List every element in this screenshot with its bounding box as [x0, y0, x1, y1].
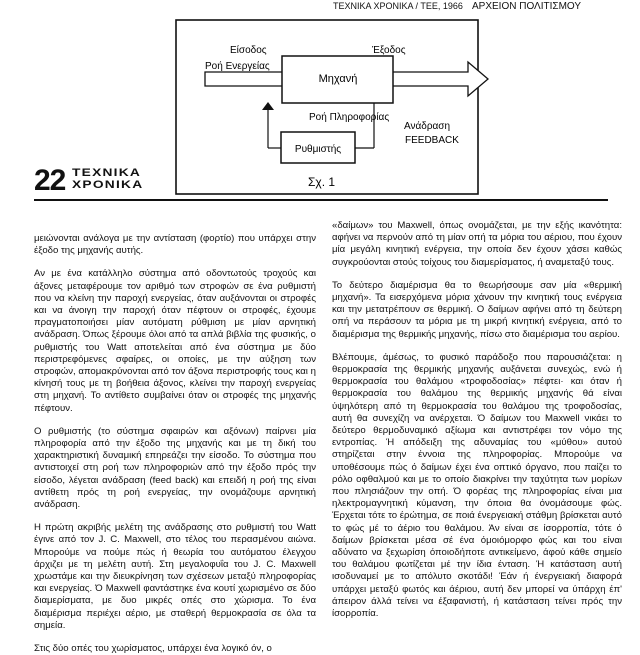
paragraph: Αν με ένα κατάλληλο σύστημα από οδοντωτούς τροχούς και άξονες μεταφέρουμε τον αριθμό των στροφών σε ένα ρυθμιστή που να κλείνη την παροχή ενεργείας, όταν αυξάνονται οι στροφές και να άνοιγη την παροχή όταν πέφτουν οι στροφές, έχουμε πραγματοποιήσει μίαν αυτόματη ρύθμιση με μίαν αρνητική ανάδραση. Όπως ξέρουμε όλοι από τα απλά βιβλία της φυσικής, ο ρυθμιστής του Watt αποτελείται από ένα σύστημα με δύο περιστρεφόμενες σφαίρες, οι οποίες, με την αύξηση των στροφών, απομακρύνονται από τον άξονα περιστροφής τους και η κίνησή τους με τη βοήθεια άξονος, κλείνει την παροχή ενεργείας στη μηχανή. Το αντίθετο συμβαίνει όταν οι στροφές της μηχανής πέφτουν. [34, 268, 316, 414]
right-column [332, 220, 622, 626]
diagram-frame [176, 20, 478, 194]
output-label: Έξοδος [372, 45, 406, 56]
page-number: 22 [34, 164, 66, 197]
feedback-en-label: FEEDBACK [405, 135, 459, 146]
regulator-label: Ρυθμιστής [294, 144, 342, 155]
logo-rule [34, 199, 608, 201]
left-column [34, 233, 316, 655]
paragraph: Βλέπουμε, άμέσως, το φυσικό παράδοξο που παρουσιάζεται: η θερμοκρασία της θερμικής μηχανής αυξάνεται συνεχώς, ενώ ή θερμοκρασία του θαλάμου «τροφοδοσίας» πέφτει· και όταν ή θερμοκρασία του θαλάμου της θερμικής μηχανής θά είναι ύψηλότερη από τη θερμοκρασία του θαλάμου της τροφοδοσίας, αυτή θα συνεχίζη να ανέρχεται. Ό δαίμων του Maxwell νικάει το δεύτερο θερμοδυναμικό αξίωμα και αντιστρέφει τον νόμο της εντροπίας. Ή απόδειξη της αδυναμίας του «μύθου» αυτού στηρίζεται στην έννοια της πληροφορίας. Μπορούμε να υποθέσουμε πώς ό δαίμων έχει ένα οπτικό όργανο, που παίζει το ρόλο οφθαλμού και με το οποίο διακρίνει την ταχύτητα των μορίων που πλησιάζουν την οπή. Ό φορέας της πληροφορίας είναι μια ηλεκτρομαγνητική κύμανση, την όποια θα όνομάσουμε φώς. Έρχεται τότε το έρώτημα, σε ποιά ένεργειακή στάθμη βρίσκεται αυτό το φώς μέ το άέριο του θαλάμου. Άν είναι σε ίσορροπία, τότε ό δαίμων βρίσκεται μέσα σέ ένα όμοιόμορφο φώς και του είναι αδύνατο να ξεχωρίση όποιοδήποτε αντικείμενο, άφού κάθε σημείο του θαλάμου φωτίζεται μέ την ίδια ένταση. Ή κατάσταση αυτή ισοδυναμεί με το απόλυτο σκοτάδι! Έάν ή ένεργειακή διαφορά υπάρχει μεταξύ φωτός και άέριου, αυτή δεν μπορεί να ύπάρχη έπ' άπειρον άλλά τείνει να έξαφανιστή, ή κατάσταση τείνει πρός την ίσορροπία. [332, 351, 622, 620]
input-label: Είσοδος [230, 45, 267, 56]
paragraph: μειώνονται ανάλογα με την αντίσταση (φορτίο) που υπάρχει στην έξοδο της μηχανής αυτής. [34, 233, 316, 257]
header-source: ΤΕΧΝΙΚΑ ΧΡΟΝΙΚΑ / ΤΕΕ, 1966 [333, 1, 463, 11]
logo-line-2: ΧΡΟΝΙΚΑ [72, 179, 144, 191]
paragraph: Ο ρυθμιστής (το σύστημα σφαιρών και αξόνων) παίρνει μία πληροφορία από την έξοδο της μηχανής και με τη δική του χαρακτηριστική δυναμική επηρεάζει την είσοδο. Το σύστημα που αντιστοιχεί στη ροή των πληροφοριών από την έξοδο πρός την είσοδο, λέγεται ανάδραση (feed back) και επειδή η ροή της είναι αντίθετη πρός τη ροή ενεργείας, την ονομάζουμε αρνητική ανάδραση. [34, 425, 316, 511]
energy-flow-label: Ροή Ενεργείας [205, 61, 270, 72]
info-flow-label: Ροή Πληροφορίας [309, 112, 390, 123]
logo-line-1: ΤΕΧΝΙΚΑ [72, 167, 142, 179]
figure-caption: Σχ. 1 [308, 175, 336, 189]
header-archive: ΑΡΧΕΙΟΝ ΠΟΛΙΤΙΣΜΟΥ [472, 1, 582, 12]
paragraph: Το δεύτερο διαμέρισμα θα το θεωρήσουμε σαν μία «θερμική μηχανή». Τα εισερχόμενα μόρια χάνουν την κινητική τους ενέργεια και την μετατρέπουν σε θερμική. Ο δαίμων αφήνει από τη δεύτερη οπή να περάσουν τα μόρια με τη μικρή κινητική ενέργεια, από το διαμέρισμα της θερμικής μηχανής, πίσω στο διαμέρισμα του αερίου. [332, 279, 622, 340]
paragraph: «δαίμων» του Maxwell, όπως ονομάζεται, με την εξής ικανότητα: αφήνει να περνούν από τη μίαν οπή τα μόρια του αέριου, που έχουν μία μεγάλη κινητική ενέργεια, την οποία δεν έχουν χάσει καθώς συγκρούονται στούς τοίχους του διαμερίσματος, ή αναμεταξύ τους. [332, 220, 622, 268]
paragraph: Η πρώτη ακριβής μελέτη της ανάδρασης στο ρυθμιστή του Watt έγινε από τον J. C. Maxwell, στο τέλος του περασμένου αιώνα. Μπορούμε να πούμε πώς ή θεωρία του αυτόματου έλεγχου άρχιζει με τη μελέτη αυτή. Στη μεγαλοφυΐα του J. C. Maxwell χρωστάμε και την διευκρίνηση των σχέσεων μεταξύ πληροφορίας και ενεργείας. Ό Maxwell φαντάστηκε ένα κουτί χωρισμένο σε δύο διαμερίσματα, με δυο μικρές οπές στο χώρισμα. Το ένα διαμέρισμα περιέχει αέριο, με σταθερή θερμοκρασία σε όλα τα σημεία. [34, 522, 316, 631]
info-arrow-head [262, 102, 274, 110]
paragraph: Στις δύο οπές του χωρίσματος, υπάρχει ένα λογικό όν, ο [34, 643, 272, 655]
machine-label: Μηχανή [318, 73, 358, 85]
feedback-label: Ανάδραση [404, 121, 451, 132]
